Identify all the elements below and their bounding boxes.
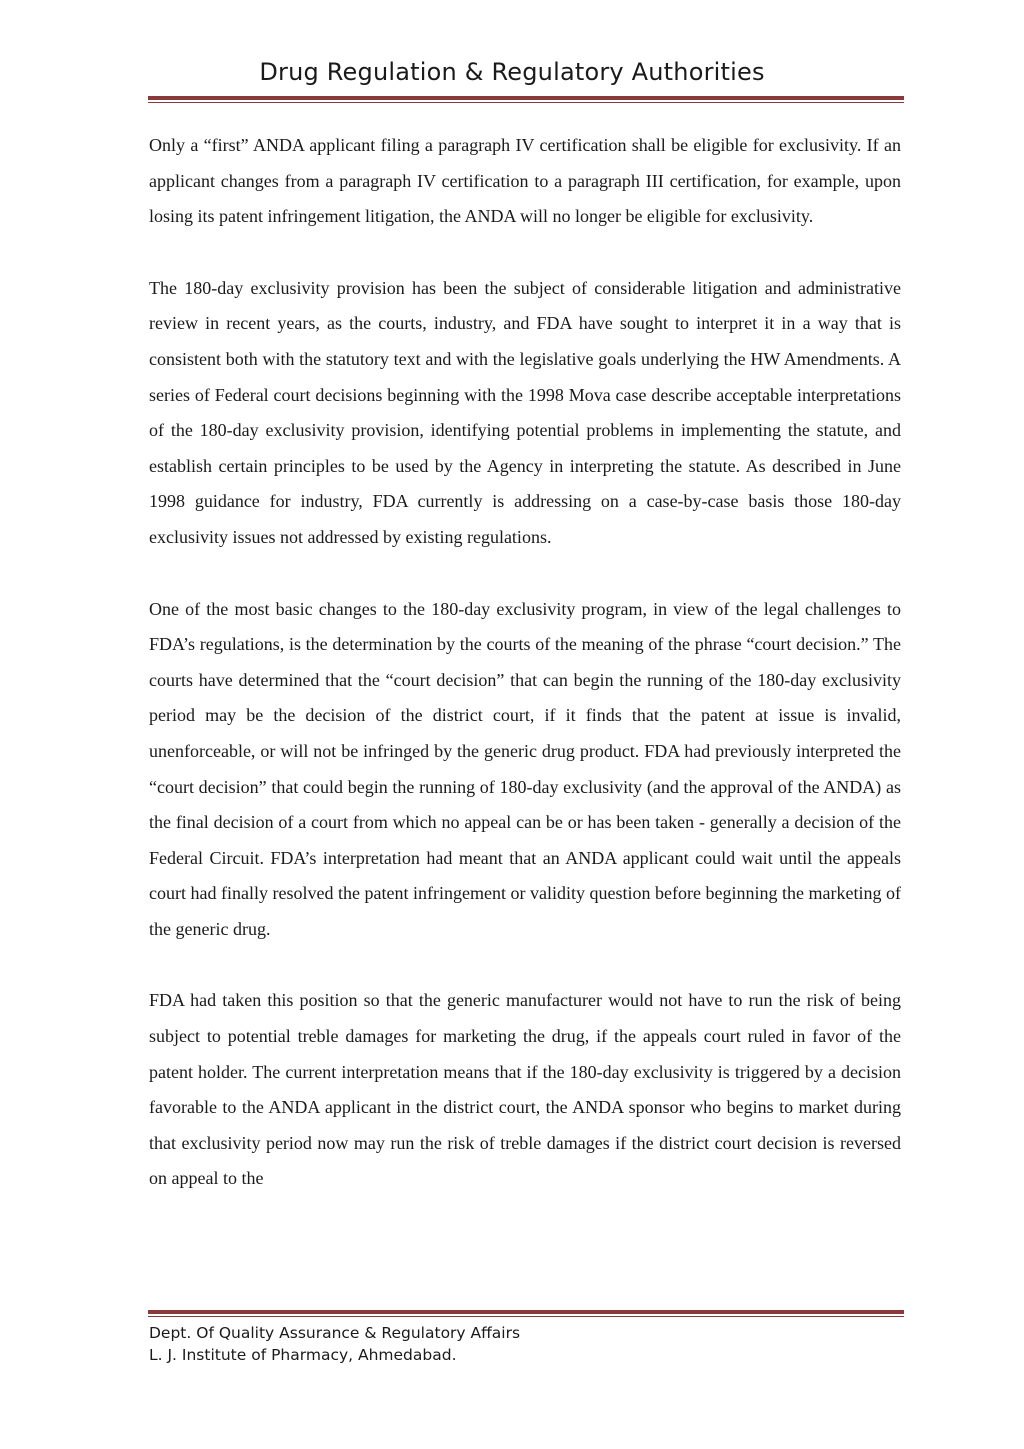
footer-rule: [148, 1310, 904, 1317]
footer-institute: L. J. Institute of Pharmacy, Ahmedabad.: [149, 1346, 457, 1364]
footer-rule-thin: [148, 1316, 904, 1317]
page-header: [0, 58, 1024, 86]
body-text: [149, 128, 901, 1197]
header-rule-thick: [148, 96, 904, 100]
paragraph-3: One of the most basic changes to the 180-day exclusivity program, in view of the legal challenges to FDA’s regulations, is the determination by the courts of the meaning of the phrase “court decision.” The courts have determined that the “court decision” that can begin the running of the 180-day exclusivity period may be the decision of the district court, if it finds that the patent at issue is invalid, unenforceable, or will not be infringed by the generic drug product. FDA had previously interpreted the “court decision” that could begin the running of 180-day exclusivity (and the approval of the ANDA) as the final decision of a court from which no appeal can be or has been taken - generally a decision of the Federal Circuit. FDA’s interpretation had meant that an ANDA applicant could wait until the appeals court had finally resolved the patent infringement or validity question before beginning the marketing of the generic drug.: [149, 598, 901, 939]
footer-rule-thick: [148, 1310, 904, 1314]
footer-department: Dept. Of Quality Assurance & Regulatory Affairs: [149, 1324, 521, 1342]
paragraph-2: The 180-day exclusivity provision has been the subject of considerable litigation and administrative review in recent years, as the courts, industry, and FDA have sought to interpret it in a way that is consistent both with the statutory text and with the legislative goals underlying the HW Amendments. A series of Federal court decisions beginning with the 1998 Mova case describe acceptable interpretations of the 180-day exclusivity provision, identifying potential problems in implementing the statute, and establish certain principles to be used by the Agency in interpreting the statute. As described in June 1998 guidance for industry, FDA currently is addressing on a case-by-case basis those 180-day exclusivity issues not addressed by existing regulations.: [149, 277, 901, 547]
page-footer: [149, 1322, 520, 1366]
header-rule-thin: [148, 102, 904, 103]
header-title: Drug Regulation & Regulatory Authorities: [259, 58, 765, 86]
paragraph-4: FDA had taken this position so that the generic manufacturer would not have to run the risk of being subject to potential treble damages for marketing the drug, if the appeals court ruled in favor of the patent holder. The current interpretation means that if the 180-day exclusivity is triggered by a decision favorable to the ANDA applicant in the district court, the ANDA sponsor who begins to market during that exclusivity period now may run the risk of treble damages if the district court decision is reversed on appeal to the: [149, 990, 901, 1189]
header-rule: [148, 96, 904, 103]
paragraph-1: Only a “first” ANDA applicant filing a paragraph IV certification shall be eligible for exclusivity. If an applicant changes from a paragraph IV certification to a paragraph III certification, for example, upon losing its patent infringement litigation, the ANDA will no longer be eligible for exclusivity.: [149, 135, 901, 227]
